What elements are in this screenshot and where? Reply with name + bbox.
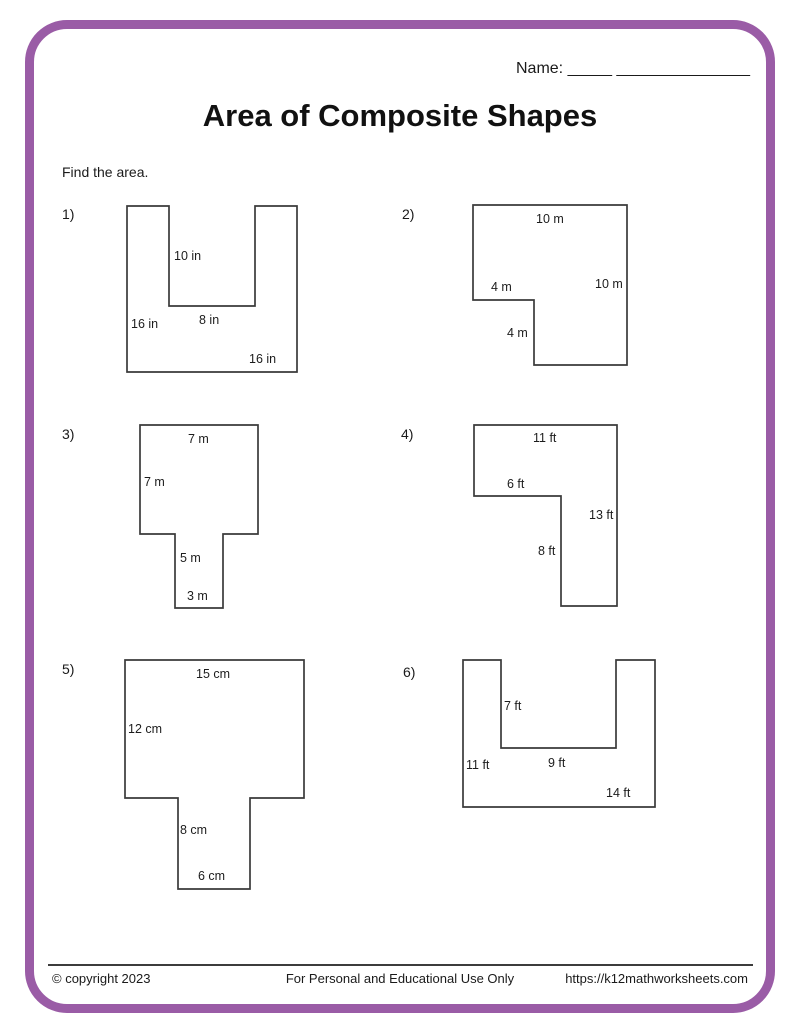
dimension-label: 10 m [595, 277, 623, 291]
problem-number: 1) [62, 206, 75, 222]
dimension-label: 11 ft [466, 758, 490, 772]
dimension-label: 5 m [180, 551, 201, 565]
shape-6-u [463, 660, 655, 807]
dimension-label: 8 cm [180, 823, 208, 837]
shape-3-t [140, 425, 258, 608]
footer-copyright: © copyright 2023 [52, 971, 151, 986]
dimension-label: 4 m [491, 280, 512, 294]
dimension-label: 12 cm [128, 722, 163, 736]
dimension-label: 7 ft [504, 699, 522, 713]
instruction-text: Find the area. [62, 164, 149, 180]
dimension-label: 14 ft [606, 786, 631, 800]
dimension-label: 6 ft [507, 477, 525, 491]
dimension-label: 7 m [188, 432, 209, 446]
dimension-label: 6 cm [198, 869, 226, 883]
dimension-label: 11 ft [533, 431, 557, 445]
dimension-label: 10 in [174, 249, 202, 263]
problem-number: 3) [62, 426, 75, 442]
dimension-label: 16 in [131, 317, 159, 331]
name-blank-line[interactable]: _____ _______________ [567, 60, 750, 77]
dimension-label: 10 m [536, 212, 564, 226]
problem-number: 4) [401, 426, 414, 442]
dimension-label: 8 ft [538, 544, 556, 558]
dimension-label: 13 ft [589, 508, 614, 522]
footer-usage-note: For Personal and Educational Use Only [285, 971, 515, 986]
problem-number: 5) [62, 661, 75, 677]
dimension-label: 3 m [187, 589, 208, 603]
dimension-label: 4 m [507, 326, 528, 340]
shape-1-u [127, 206, 297, 372]
dimension-label: 9 ft [548, 756, 566, 770]
dimension-label: 8 in [199, 313, 220, 327]
dimension-label: 7 m [144, 475, 165, 489]
problem-number: 6) [403, 664, 416, 680]
name-label: Name: [516, 60, 564, 77]
problem-number: 2) [402, 206, 415, 222]
dimension-label: 15 cm [196, 667, 231, 681]
footer-url[interactable]: https://k12mathworksheets.com [565, 971, 748, 986]
page-title: Area of Composite Shapes [202, 98, 598, 133]
dimension-label: 16 in [249, 352, 277, 366]
shape-5-t [125, 660, 304, 889]
